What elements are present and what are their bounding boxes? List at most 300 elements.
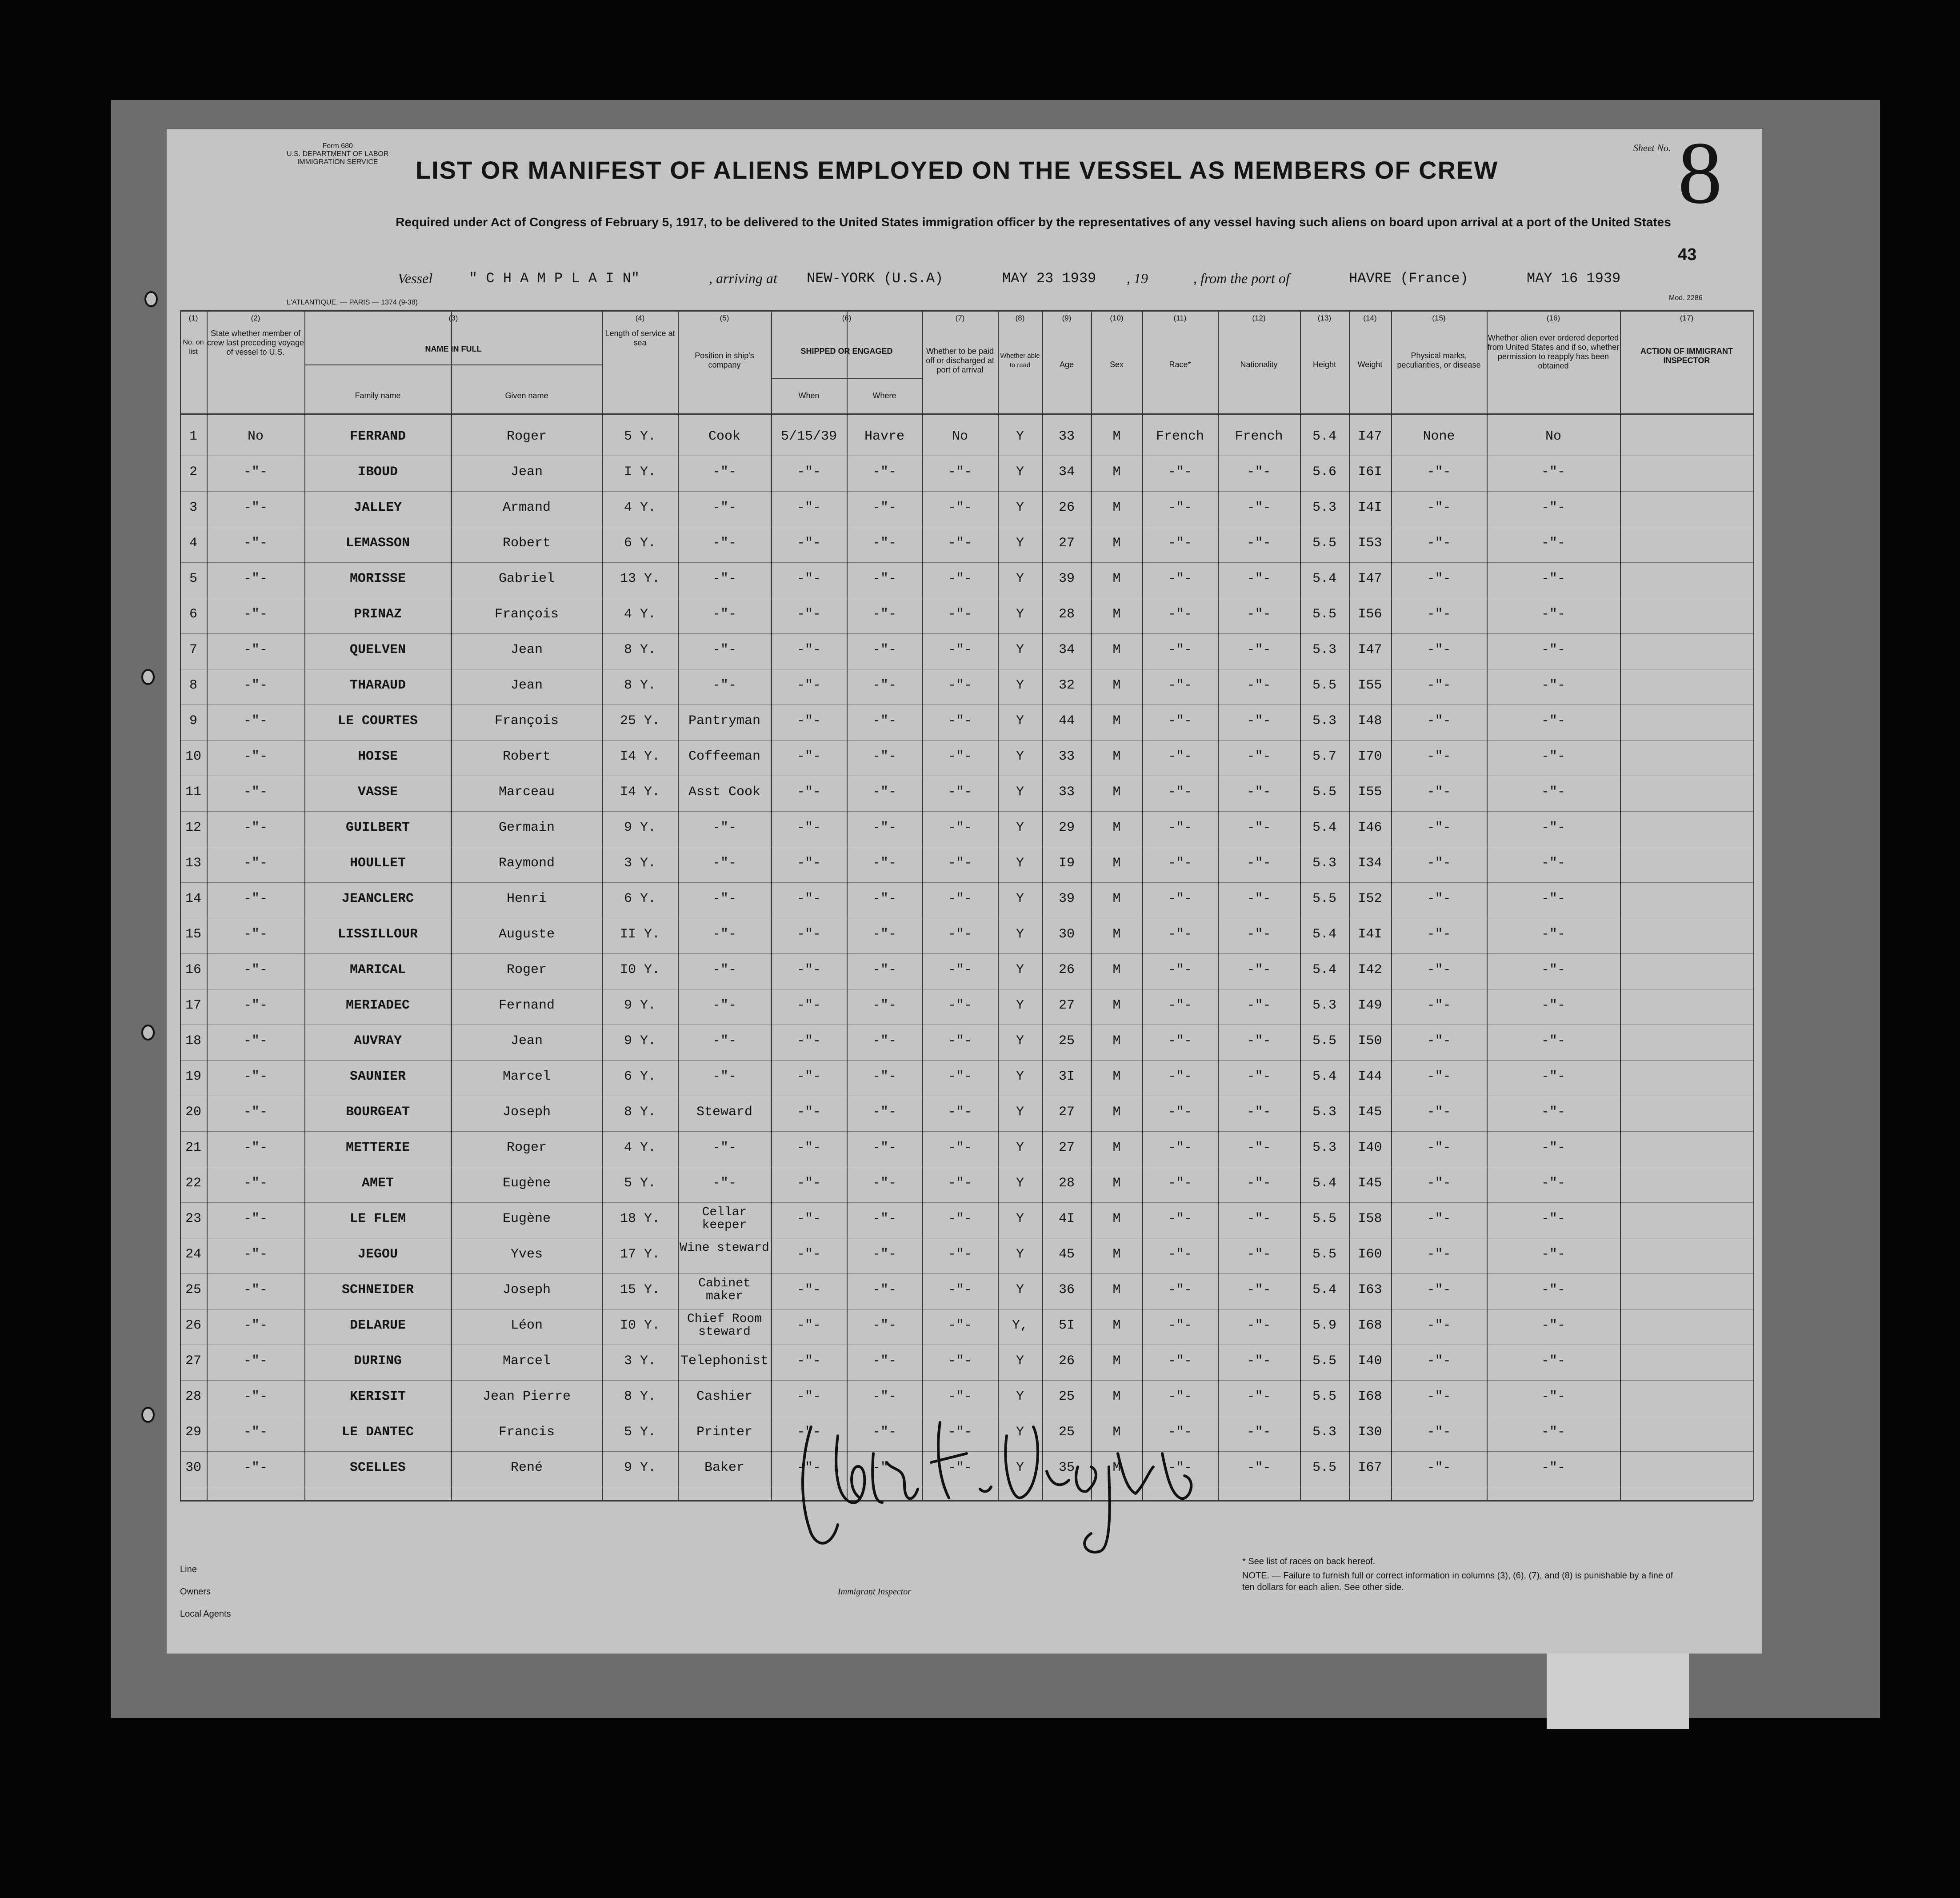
cell-prev: -"- — [243, 464, 268, 480]
cell-position: Cabinet maker — [698, 1277, 751, 1303]
cell-service: 9 Y. — [624, 1460, 656, 1475]
cell-race: -"- — [1168, 642, 1192, 657]
cell-read: Y — [1016, 927, 1024, 942]
cell-age: 5I — [1058, 1318, 1075, 1333]
cell-family: MORISSE — [349, 571, 406, 586]
cell-position: Asst Cook — [688, 785, 761, 800]
cell-weight: I40 — [1358, 1353, 1382, 1369]
cell-race: -"- — [1168, 678, 1192, 693]
cell-age: 33 — [1058, 429, 1075, 444]
cell-weight: I55 — [1358, 785, 1382, 800]
cell-deported: -"- — [1541, 678, 1565, 693]
cell-family: BOURGEAT — [345, 1105, 410, 1120]
cell-service: II Y. — [620, 927, 660, 942]
cell-paid: -"- — [948, 1389, 972, 1404]
cell-deported: -"- — [1541, 962, 1565, 977]
cell-where: -"- — [872, 856, 896, 871]
cell-n: 9 — [189, 713, 197, 729]
cell-position: -"- — [712, 642, 736, 657]
cell-height: 5.3 — [1312, 713, 1336, 729]
cell-nat: -"- — [1247, 1389, 1271, 1404]
cell-nat: -"- — [1247, 571, 1271, 586]
cell-position: -"- — [712, 500, 736, 515]
cell-position: Wine steward — [680, 1241, 769, 1255]
name-subheader-rule — [304, 364, 451, 365]
cell-age: 27 — [1058, 1105, 1075, 1120]
table-top-rule — [180, 310, 1753, 312]
cell-height: 5.4 — [1312, 962, 1336, 977]
cell-when: -"- — [796, 713, 821, 729]
cell-sex: M — [1112, 536, 1121, 551]
cell-prev: -"- — [243, 891, 268, 906]
column-number: (12) — [1252, 314, 1266, 322]
page-subtitle: Required under Act of Congress of February 5, 1917, to be delivered to the United States immigration officer by the representatives of any vessel having such aliens on board upon arrival at a port of the United States — [396, 215, 1671, 229]
cell-nat: -"- — [1247, 642, 1271, 657]
cell-nat: -"- — [1247, 464, 1271, 480]
cell-weight: I56 — [1358, 607, 1382, 622]
cell-service: 13 Y. — [620, 571, 660, 586]
cell-race: -"- — [1168, 1318, 1192, 1333]
row-rule — [180, 1273, 1753, 1274]
cell-paid: -"- — [948, 1282, 972, 1297]
cell-paid: -"- — [948, 1176, 972, 1191]
cell-service: 6 Y. — [624, 1069, 656, 1084]
cell-read: Y — [1016, 1176, 1024, 1191]
cell-paid: -"- — [948, 678, 972, 693]
sheet-number: 8 — [1678, 124, 1722, 222]
cell-height: 5.4 — [1312, 571, 1336, 586]
cell-n: 23 — [185, 1211, 201, 1226]
departure-port: HAVRE (France) — [1349, 270, 1468, 287]
cell-weight: I60 — [1358, 1247, 1382, 1262]
cell-deported: -"- — [1541, 1353, 1565, 1369]
cell-race: -"- — [1168, 1211, 1192, 1226]
cell-height: 5.7 — [1312, 749, 1336, 764]
cell-when: -"- — [796, 1176, 821, 1191]
cell-marks: -"- — [1427, 785, 1451, 800]
cell-marks: -"- — [1427, 607, 1451, 622]
name-subheader-rule — [451, 364, 602, 365]
header-shipped-engaged: SHIPPED OR ENGAGED — [800, 347, 893, 356]
cell-age: 39 — [1058, 571, 1075, 586]
cell-prev: No — [247, 429, 264, 444]
cell-marks: -"- — [1427, 1033, 1451, 1049]
column-number: (1) — [188, 314, 198, 322]
cell-prev: -"- — [243, 1282, 268, 1297]
cell-when: -"- — [796, 820, 821, 835]
cell-weight: I45 — [1358, 1176, 1382, 1191]
cell-age: 35 — [1058, 1460, 1075, 1475]
cell-deported: -"- — [1541, 820, 1565, 835]
sheet-label: Sheet No. — [1633, 142, 1671, 153]
cell-height: 5.3 — [1312, 642, 1336, 657]
row-rule — [180, 491, 1753, 492]
cell-given: Jean — [510, 642, 543, 657]
cell-read: Y — [1016, 1033, 1024, 1049]
vessel-label: Vessel — [398, 270, 433, 286]
cell-age: 25 — [1058, 1389, 1075, 1404]
cell-nat: -"- — [1247, 1282, 1271, 1297]
cell-read: Y — [1016, 1353, 1024, 1369]
cell-sex: M — [1112, 998, 1121, 1013]
cell-service: 4 Y. — [624, 500, 656, 515]
cell-n: 21 — [185, 1140, 201, 1155]
cell-weight: I4I — [1358, 927, 1382, 942]
header-sex: Sex — [1109, 360, 1124, 369]
row-rule — [180, 882, 1753, 883]
column-rule — [1620, 310, 1621, 1500]
cell-family: SCHNEIDER — [341, 1282, 414, 1297]
cell-read: Y — [1016, 571, 1024, 586]
cell-race: -"- — [1168, 1425, 1192, 1440]
cell-family: LE COURTES — [337, 713, 418, 729]
cell-family: JEANCLERC — [341, 891, 414, 906]
cell-weight: I30 — [1358, 1425, 1382, 1440]
cell-weight: I47 — [1358, 429, 1382, 444]
cell-marks: -"- — [1427, 1140, 1451, 1155]
cell-service: 5 Y. — [624, 1425, 656, 1440]
header-when: When — [798, 391, 820, 400]
cell-position: -"- — [712, 678, 736, 693]
cell-sex: M — [1112, 1069, 1121, 1084]
cell-marks: None — [1423, 429, 1455, 444]
cell-where: -"- — [872, 607, 896, 622]
cell-n: 22 — [185, 1176, 201, 1191]
cell-sex: M — [1112, 1176, 1121, 1191]
cell-given: Roger — [506, 1140, 547, 1155]
cell-nat: -"- — [1247, 500, 1271, 515]
cell-where: -"- — [872, 820, 896, 835]
cell-position: -"- — [712, 998, 736, 1013]
cell-service: 9 Y. — [624, 820, 656, 835]
cell-race: -"- — [1168, 571, 1192, 586]
header-where: Where — [872, 391, 896, 400]
cell-read: Y — [1016, 785, 1024, 800]
cell-weight: I44 — [1358, 1069, 1382, 1084]
cell-weight: I6I — [1358, 464, 1382, 480]
cell-height: 5.4 — [1312, 429, 1336, 444]
cell-prev: -"- — [243, 1318, 268, 1333]
cell-given: Jean — [510, 678, 543, 693]
cell-given: Jean — [510, 1033, 543, 1049]
fine-note: NOTE. — Failure to furnish full or correct information in columns (3), (6), (7), and (8) is punishable by a fine of ten dollars for each alien. See other side. — [1242, 1571, 1673, 1592]
cell-deported: -"- — [1541, 1247, 1565, 1262]
cell-n: 19 — [185, 1069, 201, 1084]
cell-when: -"- — [796, 785, 821, 800]
cell-family: LE DANTEC — [341, 1425, 414, 1440]
cell-prev: -"- — [243, 856, 268, 871]
cell-where: -"- — [872, 1318, 896, 1333]
cell-race: -"- — [1168, 1105, 1192, 1120]
header-age: Age — [1059, 360, 1074, 369]
cell-marks: -"- — [1427, 1425, 1451, 1440]
cell-service: 15 Y. — [620, 1282, 660, 1297]
cell-age: 4I — [1058, 1211, 1075, 1226]
punch-hole — [141, 1025, 155, 1041]
cell-marks: -"- — [1427, 571, 1451, 586]
cell-weight: I34 — [1358, 856, 1382, 871]
cell-marks: -"- — [1427, 1389, 1451, 1404]
cell-where: -"- — [872, 1425, 896, 1440]
cell-given: Fernand — [498, 998, 555, 1013]
punch-hole — [141, 1407, 155, 1423]
cell-weight: I53 — [1358, 536, 1382, 551]
cell-deported: -"- — [1541, 1460, 1565, 1475]
cell-paid: -"- — [948, 891, 972, 906]
cell-where: -"- — [872, 1105, 896, 1120]
year-label: , 19 — [1127, 270, 1148, 286]
cell-age: 25 — [1058, 1033, 1075, 1049]
cell-given: Joseph — [502, 1282, 551, 1297]
cell-position: -"- — [712, 927, 736, 942]
cell-when: -"- — [796, 571, 821, 586]
column-number: (8) — [1015, 314, 1025, 322]
row-rule — [180, 1380, 1753, 1381]
cell-sex: M — [1112, 927, 1121, 942]
cell-age: 25 — [1058, 1425, 1075, 1440]
cell-marks: -"- — [1427, 1069, 1451, 1084]
cell-paid: -"- — [948, 1069, 972, 1084]
cell-race: -"- — [1168, 1069, 1192, 1084]
form-mod: Mod. 2286 — [1669, 294, 1703, 302]
cell-marks: -"- — [1427, 1460, 1451, 1475]
cell-given: Francis — [498, 1425, 555, 1440]
cell-weight: I47 — [1358, 642, 1382, 657]
cell-position: Cook — [708, 429, 740, 444]
cell-prev: -"- — [243, 500, 268, 515]
cell-read: Y — [1016, 749, 1024, 764]
cell-family: LISSILLOUR — [337, 927, 418, 942]
cell-prev: -"- — [243, 962, 268, 977]
cell-deported: -"- — [1541, 749, 1565, 764]
cell-n: 1 — [189, 429, 197, 444]
cell-age: 27 — [1058, 998, 1075, 1013]
cell-weight: I55 — [1358, 678, 1382, 693]
cell-service: I0 Y. — [620, 962, 660, 977]
cell-paid: -"- — [948, 713, 972, 729]
cell-n: 24 — [185, 1247, 201, 1262]
header-nationality: Nationality — [1240, 360, 1278, 369]
cell-prev: -"- — [243, 927, 268, 942]
cell-nat: -"- — [1247, 785, 1271, 800]
cell-where: -"- — [872, 1211, 896, 1226]
cell-marks: -"- — [1427, 464, 1451, 480]
column-number: (17) — [1680, 314, 1694, 322]
cell-given: Armand — [502, 500, 551, 515]
cell-paid: -"- — [948, 464, 972, 480]
column-number: (9) — [1062, 314, 1072, 322]
cell-position: Steward — [696, 1105, 753, 1120]
cell-age: I9 — [1058, 856, 1075, 871]
cell-where: -"- — [872, 1069, 896, 1084]
cell-where: -"- — [872, 678, 896, 693]
inspector-signature — [771, 1400, 1216, 1560]
header-paid-off: Whether to be paid off or discharged at port of arrival — [926, 347, 994, 374]
cell-position: -"- — [712, 962, 736, 977]
cell-age: 36 — [1058, 1282, 1075, 1297]
cell-given: Jean — [510, 464, 543, 480]
cell-family: SAUNIER — [349, 1069, 406, 1084]
cell-n: 7 — [189, 642, 197, 657]
cell-position: -"- — [712, 607, 736, 622]
cell-height: 5.5 — [1312, 785, 1336, 800]
cell-weight: I40 — [1358, 1140, 1382, 1155]
cell-given: Marcel — [502, 1069, 551, 1084]
cell-sex: M — [1112, 785, 1121, 800]
cell-family: MERIADEC — [345, 998, 410, 1013]
cell-family: FERRAND — [349, 429, 406, 444]
cell-race: -"- — [1168, 1460, 1192, 1475]
cell-read: Y — [1016, 1460, 1024, 1475]
column-number: (10) — [1110, 314, 1124, 322]
cell-nat: -"- — [1247, 1033, 1271, 1049]
document-body — [167, 124, 1762, 1654]
cell-nat: -"- — [1247, 891, 1271, 906]
cell-when: -"- — [796, 998, 821, 1013]
cell-prev: -"- — [243, 1211, 268, 1226]
cell-service: I0 Y. — [620, 1318, 660, 1333]
form-number: Form 680 — [322, 142, 353, 150]
cell-service: 18 Y. — [620, 1211, 660, 1226]
cell-weight: I4I — [1358, 500, 1382, 515]
cell-deported: -"- — [1541, 1389, 1565, 1404]
header-prev-voyage: State whether member of crew last preceding voyage of vessel to U.S. — [207, 329, 304, 356]
cell-position: -"- — [712, 820, 736, 835]
cell-weight: I67 — [1358, 1460, 1382, 1475]
cell-sex: M — [1112, 429, 1121, 444]
cell-deported: No — [1545, 429, 1561, 444]
cell-weight: I50 — [1358, 1033, 1382, 1049]
cell-family: LE FLEM — [349, 1211, 406, 1226]
cell-height: 5.4 — [1312, 1282, 1336, 1297]
cell-marks: -"- — [1427, 500, 1451, 515]
cell-prev: -"- — [243, 1069, 268, 1084]
cell-marks: -"- — [1427, 536, 1451, 551]
cell-n: 27 — [185, 1353, 201, 1369]
cell-prev: -"- — [243, 785, 268, 800]
cell-marks: -"- — [1427, 1105, 1451, 1120]
cell-n: 5 — [189, 571, 197, 586]
cell-sex: M — [1112, 1211, 1121, 1226]
column-rule — [1753, 310, 1754, 1500]
cell-service: 5 Y. — [624, 429, 656, 444]
cell-given: Léon — [510, 1318, 543, 1333]
row-rule — [180, 633, 1753, 634]
shipped-subheader-rule — [771, 378, 922, 379]
cell-service: 9 Y. — [624, 1033, 656, 1049]
header-able-to-read: Whether able to read — [1000, 352, 1040, 369]
row-rule — [180, 1202, 1753, 1203]
cell-position: Cashier — [696, 1389, 753, 1404]
header-length-service: Length of service at sea — [605, 329, 675, 347]
cell-nat: -"- — [1247, 678, 1271, 693]
cell-height: 5.5 — [1312, 1353, 1336, 1369]
cell-race: -"- — [1168, 1033, 1192, 1049]
cell-position: -"- — [712, 1140, 736, 1155]
cell-n: 10 — [185, 749, 201, 764]
cell-paid: -"- — [948, 536, 972, 551]
cell-service: 4 Y. — [624, 607, 656, 622]
cell-when: -"- — [796, 749, 821, 764]
cell-sex: M — [1112, 713, 1121, 729]
cell-deported: -"- — [1541, 1176, 1565, 1191]
cell-service: 25 Y. — [620, 713, 660, 729]
cell-prev: -"- — [243, 1425, 268, 1440]
cell-race: -"- — [1168, 927, 1192, 942]
cell-sex: M — [1112, 500, 1121, 515]
cell-paid: -"- — [948, 1425, 972, 1440]
races-note: * See list of races on back hereof. — [1242, 1557, 1376, 1566]
cell-read: Y — [1016, 536, 1024, 551]
cell-paid: -"- — [948, 749, 972, 764]
cell-given: Henri — [506, 891, 547, 906]
cell-given: René — [510, 1460, 543, 1475]
row-rule — [180, 811, 1753, 812]
cell-where: -"- — [872, 1033, 896, 1049]
cell-paid: No — [952, 429, 968, 444]
cell-marks: -"- — [1427, 1247, 1451, 1262]
cell-deported: -"- — [1541, 785, 1565, 800]
cell-given: Jean Pierre — [482, 1389, 571, 1404]
cell-height: 5.5 — [1312, 536, 1336, 551]
punch-hole — [144, 291, 158, 307]
cell-position: Baker — [704, 1460, 744, 1475]
cell-nat: -"- — [1247, 1353, 1271, 1369]
cell-marks: -"- — [1427, 1318, 1451, 1333]
cell-prev: -"- — [243, 536, 268, 551]
cell-read: Y — [1016, 962, 1024, 977]
cell-marks: -"- — [1427, 1353, 1451, 1369]
cell-deported: -"- — [1541, 1033, 1565, 1049]
cell-sex: M — [1112, 678, 1121, 693]
cell-marks: -"- — [1427, 713, 1451, 729]
cell-where: -"- — [872, 1176, 896, 1191]
cell-race: -"- — [1168, 464, 1192, 480]
column-number: (6) — [842, 314, 852, 322]
cell-position: -"- — [712, 891, 736, 906]
cell-sex: M — [1112, 1105, 1121, 1120]
cell-marks: -"- — [1427, 856, 1451, 871]
cell-sex: M — [1112, 1247, 1121, 1262]
cell-nat: -"- — [1247, 607, 1271, 622]
cell-race: -"- — [1168, 1140, 1192, 1155]
cell-prev: -"- — [243, 571, 268, 586]
cell-height: 5.3 — [1312, 998, 1336, 1013]
column-number: (14) — [1363, 314, 1377, 322]
cell-read: Y — [1016, 642, 1024, 657]
cell-deported: -"- — [1541, 1105, 1565, 1120]
cell-when: -"- — [796, 891, 821, 906]
cell-paid: -"- — [948, 1140, 972, 1155]
cell-family: IBOUD — [357, 464, 398, 480]
cell-when: -"- — [796, 1211, 821, 1226]
cell-nat: French — [1235, 429, 1283, 444]
cell-sex: M — [1112, 820, 1121, 835]
page-title: LIST OR MANIFEST OF ALIENS EMPLOYED ON THE VESSEL AS MEMBERS OF CREW — [416, 156, 1499, 184]
cell-where: -"- — [872, 749, 896, 764]
cell-prev: -"- — [243, 1176, 268, 1191]
cell-age: 28 — [1058, 1176, 1075, 1191]
cell-when: -"- — [796, 856, 821, 871]
cell-where: -"- — [872, 536, 896, 551]
line-label: Line — [180, 1565, 197, 1574]
cell-height: 5.5 — [1312, 1389, 1336, 1404]
cell-read: Y — [1016, 1425, 1024, 1440]
cell-deported: -"- — [1541, 998, 1565, 1013]
arrival-date: MAY 23 1939 — [1002, 270, 1096, 287]
cell-position: -"- — [712, 1069, 736, 1084]
cell-n: 20 — [185, 1105, 201, 1120]
